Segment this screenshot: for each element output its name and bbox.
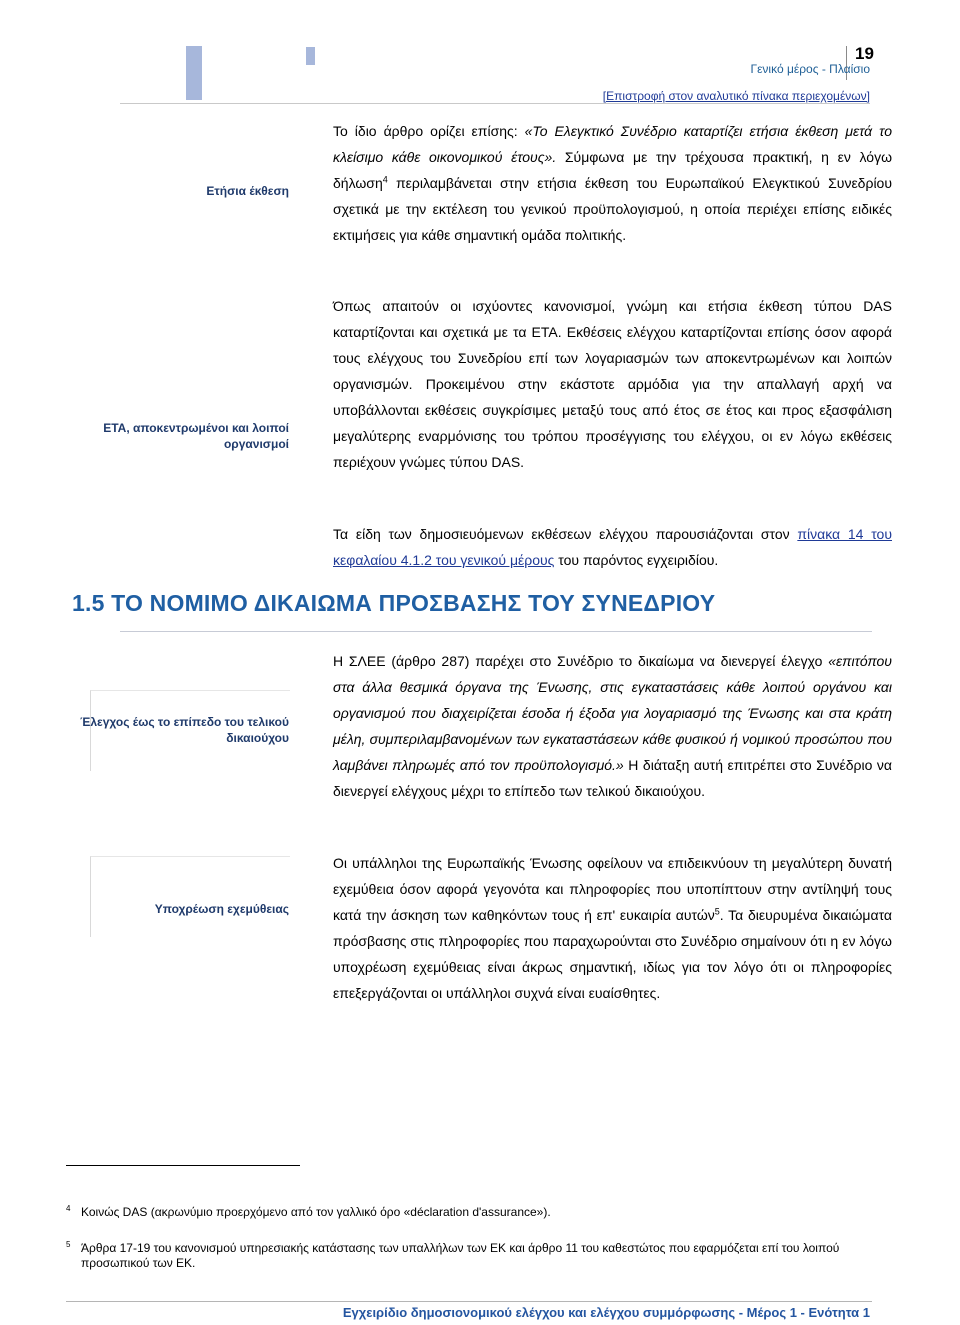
footer-rule — [66, 1301, 872, 1302]
paragraph-quote: «επιτόπου στα άλλα θεσμικά όργανα της Ένωσης, στις εγκαταστάσεις κάθε λοιπού οργάνου και οργανισμού που διαχειρίζεται έσοδα ή έξοδα για λογαριασμό της Ένωσης και στα κράτη μέλη, συμπεριλαμβανομένων των εγκαταστάσεων κάθε φυσικού ή νομικού προσώπου που λαμβάνει πληρωμές από τον προϋπολογισμό.» — [333, 653, 892, 773]
footnote-text: Κοινώς DAS (ακρωνύμιο προερχόμενο από τον γαλλικό όρο «déclaration d'assurance»). — [81, 1205, 551, 1219]
paragraph-text: Τα είδη των δημοσιευόμενων εκθέσεων ελέγχου παρουσιάζονται στον — [333, 526, 798, 542]
paragraph-quote: «Το Ελεγκτικό Συνέδριο καταρτίζει ετήσια έκθεση μετά το κλείσιμο κάθε οικονομικού έτους». — [333, 123, 892, 165]
section-rule — [120, 631, 872, 632]
margin-note-confidentiality: Υποχρέωση εχεμύθειας — [154, 902, 289, 916]
toc-return-link[interactable]: [Επιστροφή στον αναλυτικό πίνακα περιεχομένων] — [602, 89, 870, 103]
paragraph-text: Σύμφωνα με την τρέχουσα πρακτική, η εν λόγω δήλωση — [333, 149, 892, 191]
paragraph-text: . Τα διευρυμένα δικαιώματα πρόσβασης στις πληροφορίες που παραχωρούνται στο Συνέδριο σημαίνουν ότι η εν λόγω υποχρέωση εχεμύθειας είναι άκρως σημαντική, ιδίως για τον λόγο ότι οι πληροφορίες επεξεργάζονται οι υπάλληλοι συχνά είναι ευαίσθητες. — [333, 907, 892, 1001]
margin-note-audit-level: Έλεγχος έως το επίπεδο του τελικού δικαιούχου — [80, 715, 289, 745]
paragraph-text: Η ΣΛΕΕ (άρθρο 287) παρέχει στο Συνέδριο το δικαίωμα να διενεργεί έλεγχο — [333, 653, 829, 669]
section-heading: 1.5 ΤΟ ΝΟΜΙΜΟ ΔΙΚΑΙΩΜΑ ΠΡΟΣΒΑΣΗΣ ΤΟΥ ΣΥΝΕΔΡΙΟΥ — [72, 590, 716, 616]
paragraph-eta: Όπως απαιτούν οι ισχύοντες κανονισμοί, γνώμη και ετήσια έκθεση τύπου DAS καταρτίζονται και σχετικά με τα ΕΤΑ. Εκθέσεις ελέγχου καταρτίζονται επίσης όσον αφορά τους ελέγχους του Συνεδρίου επί των λογαριασμών των αποκεντρωμένων και λοιπών οργανισμών. Προκειμένου στην εκάστοτε αρμόδια για την απαλλαγή αρχή να υποβάλλονται εκθέσεις συγκρίσιμες μεταξύ τους από έτος σε έτος και προς εξασφάλιση μεγαλύτερης εναρμόνισης του τρόπου προσέγγισης του ελέγχου, οι εν λόγω εκθέσεις περιέχουν γνώμες τύπου DAS. — [333, 298, 892, 470]
margin-note-annual-report: Ετήσια έκθεση — [206, 184, 289, 198]
paragraph-report-types — [333, 521, 892, 573]
paragraph-text: Η διάταξη αυτή επιτρέπει στο Συνέδριο να διενεργεί ελέγχους μέχρι το επίπεδο των τελικού δικαιούχου. — [333, 757, 892, 799]
paragraph-text: Οι υπάλληλοι της Ευρωπαϊκής Ένωσης οφείλουν να επιδεικνύουν τη μεγαλύτερη δυνατή εχεμύθεια όσον αφορά γεγονότα και πληροφορίες που υποπίπτουν στην αντίληψή τους κατά την άσκηση των καθηκόντων τους ή επ' ευκαιρία αυτών — [333, 855, 892, 923]
footnote-number: 5 — [66, 1240, 71, 1249]
section-subtitle: Γενικό μέρος - Πλαίσιο — [750, 62, 870, 76]
footer-title: Εγχειρίδιο δημοσιονομικού ελέγχου και ελέγχου συμμόρφωσης - Μέρος 1 - Ενότητα 1 — [342, 1305, 870, 1320]
paragraph-confidentiality — [333, 850, 892, 1006]
margin-box-confidentiality — [90, 856, 290, 937]
header-rule — [120, 103, 870, 104]
margin-note-eta: ΕΤΑ, αποκεντρωμένοι και λοιποί οργανισμοί — [103, 421, 289, 451]
footnote-ref[interactable]: 5 — [714, 906, 720, 917]
footnote-number: 4 — [66, 1204, 71, 1213]
table-14-link[interactable]: πίνακα 14 του κεφαλαίου 4.1.2 του γενικού μέρους — [333, 526, 892, 568]
paragraph-text: Το ίδιο άρθρο ορίζει επίσης: — [333, 123, 525, 139]
footnote-rule — [66, 1165, 300, 1166]
paragraph-text: του παρόντος εγχειριδίου. — [554, 552, 719, 568]
page-number: 19 — [855, 44, 874, 63]
paragraph-text: περιλαμβάνεται στην ετήσια έκθεση του Ευρωπαϊκού Ελεγκτικού Συνεδρίου σχετικά με την εκτέλεση του γενικού προϋπολογισμού, η οποία περιέχει επίσης ειδικές εκτιμήσεις για κάθε σημαντική ομάδα πολιτικής. — [333, 175, 892, 243]
header-decor-block — [186, 46, 202, 100]
footnote-ref[interactable]: 4 — [382, 174, 388, 185]
header-decor-block-small — [306, 47, 315, 65]
paragraph-annual-report — [333, 118, 892, 248]
footnote-text: Άρθρα 17-19 του κανονισμού υπηρεσιακής κατάστασης των υπαλλήλων των ΕΚ και άρθρο 11 του καθεστώτος που εφαρμόζεται επί του λοιπού προσωπικού των ΕΚ. — [81, 1241, 840, 1270]
paragraph-access-right — [333, 648, 892, 804]
